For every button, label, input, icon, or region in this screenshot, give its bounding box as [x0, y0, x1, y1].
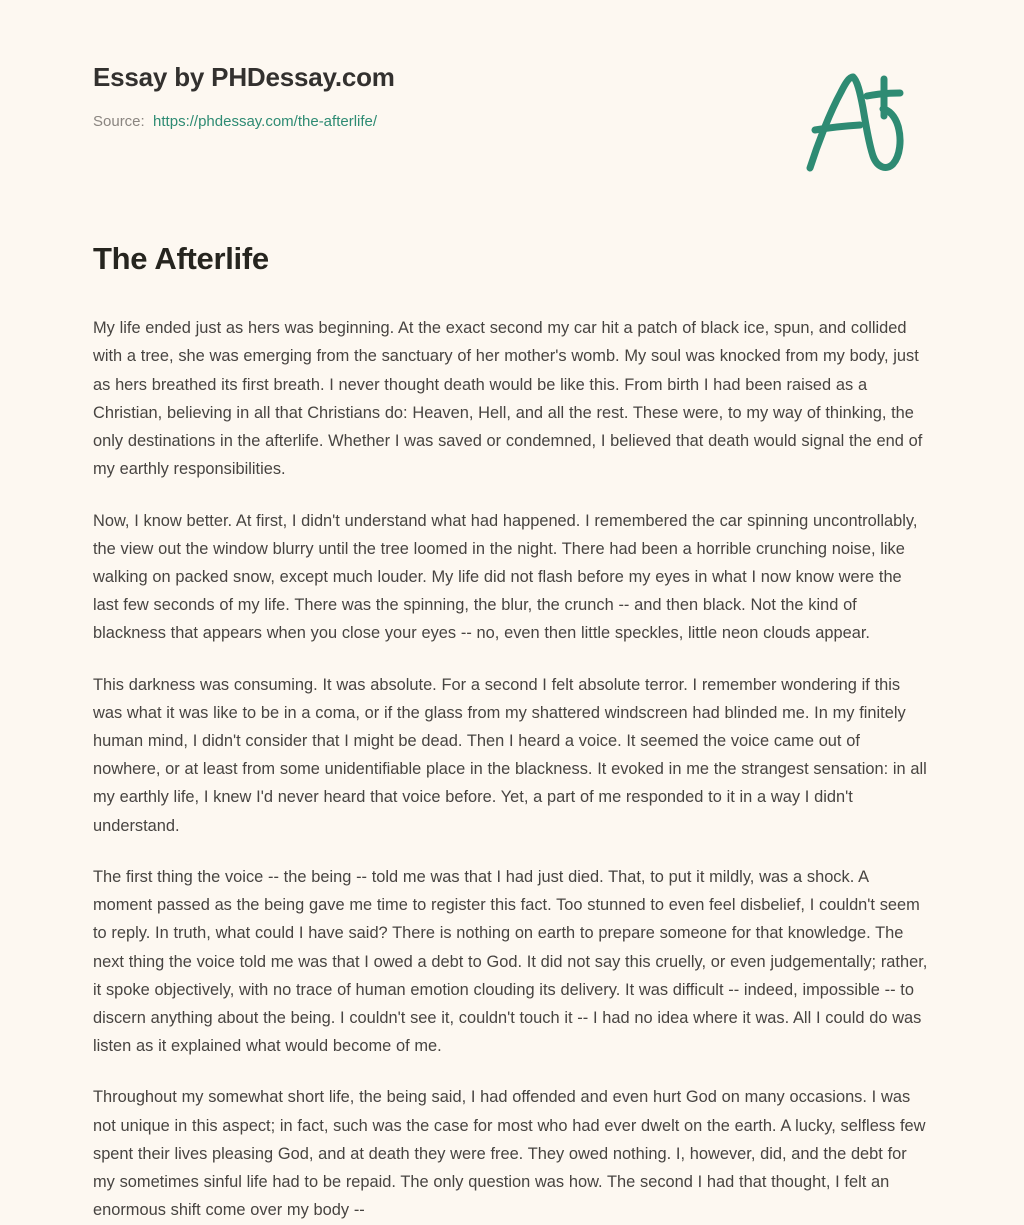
header-left-block: [93, 62, 395, 132]
source-line: [93, 112, 395, 132]
page-title: The Afterlife: [93, 241, 269, 276]
source-label: Source:: [93, 113, 145, 131]
article: [93, 240, 931, 1225]
a-plus-logo: [797, 68, 917, 178]
brand-title: Essay by PHDessay.com: [93, 62, 395, 92]
paragraph: Throughout my somewhat short life, the being said, I had offended and even hurt God on many occasions. I was not unique in this aspect; in fact, such was the case for most who had ever dwelt on the earth. A lucky, selfless few spent their lives pleasing God, and at death they were free. They owed nothing. I, however, did, and the debt for my sometimes sinful life had to be repaid. The only question was how. The second I had that thought, I felt an enormous shift come over my body --: [93, 1088, 926, 1220]
source-url-link[interactable]: https://phdessay.com/the-afterlife/: [153, 113, 378, 131]
page-header: [93, 0, 931, 178]
paragraph: Now, I know better. At first, I didn't understand what had happened. I remembered the car spinning uncontrollably, the view out the window blurry until the tree loomed in the night. There had been a horrible crunching noise, like walking on packed snow, except much louder. My life did not flash before my eyes in what I now know were the last few seconds of my life. There was the spinning, the blur, the crunch -- and then black. Not the kind of blackness that appears when you close your eyes -- no, even then little speckles, little neon clouds appear.: [93, 511, 918, 643]
paragraph: The first thing the voice -- the being -- told me was that I had just died. That, to put it mildly, was a shock. A moment passed as the being gave me time to register this fact. Too stunned to even feel disbelief, I couldn't seem to reply. In truth, what could I have said? There is nothing on earth to prepare someone for that knowledge. The next thing the voice told me was that I owed a debt to God. It did not say this cruelly, or even judgementally; rather, it spoke objectively, with no trace of human emotion clouding its delivery. It was difficult -- indeed, impossible -- to discern anything about the being. I couldn't see it, couldn't touch it -- I had no idea where it was. All I could do was listen as it explained what would become of me.: [93, 867, 928, 1056]
paragraph: My life ended just as hers was beginning. At the exact second my car hit a patch of black ice, spun, and collided with a tree, she was emerging from the sanctuary of her mother's womb. My soul was knocked from my body, just as hers breathed its first breath. I never thought death would be like this. From birth I had been raised as a Christian, believing in all that Christians do: Heaven, Hell, and all the rest. These were, to my way of thinking, the only destinations in the afterlife. Whether I was saved or condemned, I believed that death would signal the end of my earthly responsibilities.: [93, 319, 923, 479]
article-body: [93, 314, 931, 1224]
paragraph: This darkness was consuming. It was absolute. For a second I felt absolute terror. I remember wondering if this was what it was like to be in a coma, or if the glass from my shattered windscreen had blinded me. In my finitely human mind, I didn't consider that I might be dead. Then I heard a voice. It seemed the voice came out of nowhere, or at least from some unidentifiable place in the blackness. It evoked in me the strangest sensation: in all my earthly life, I knew I'd never heard that voice before. Yet, a part of me responded to it in a way I didn't understand.: [93, 675, 927, 835]
